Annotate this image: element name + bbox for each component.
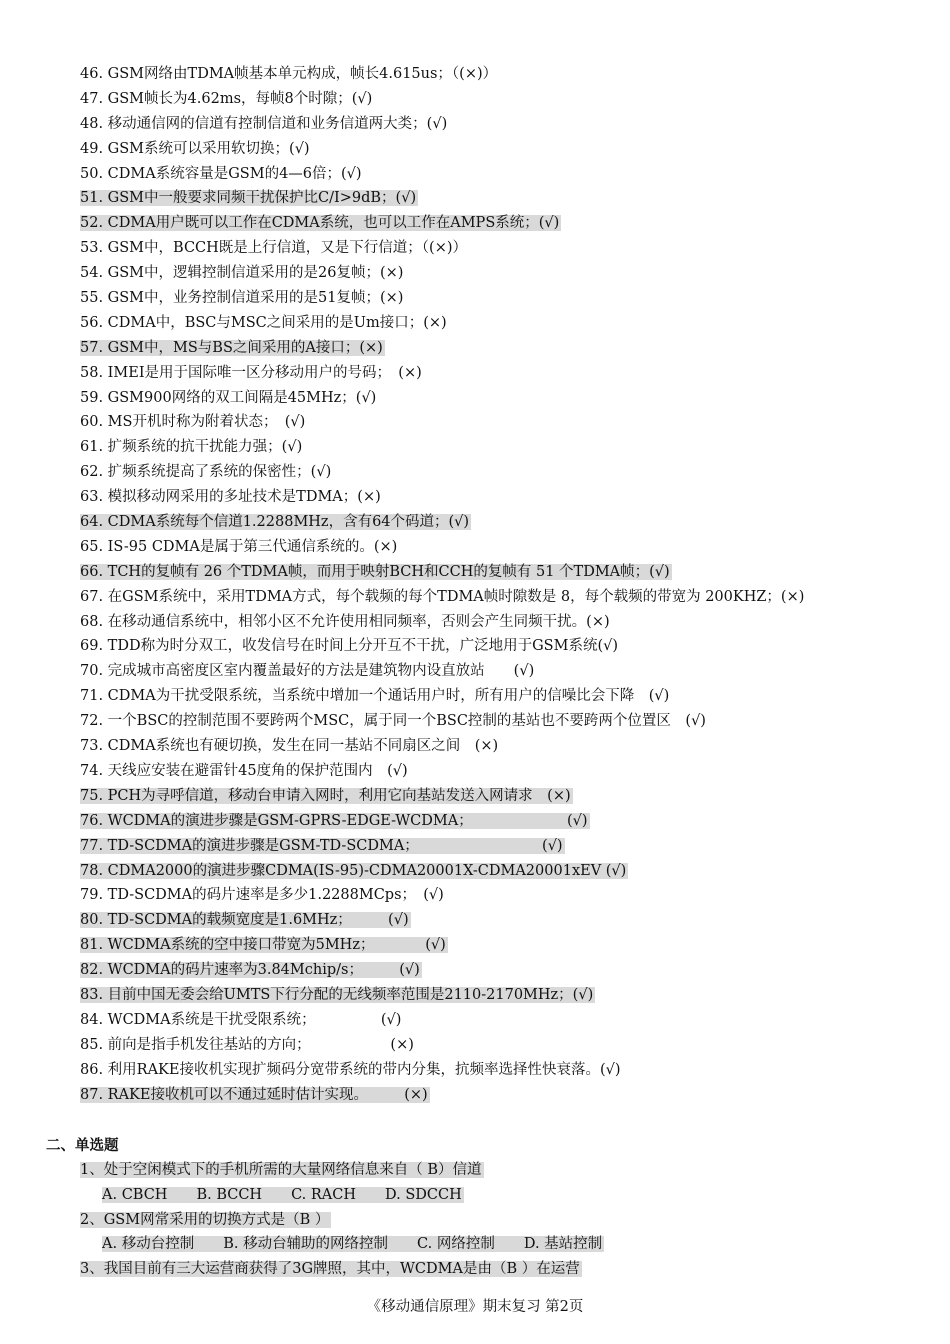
question-line [80,709,930,734]
question-text: 76. WCDMA的演进步骤是GSM-GPRS-EDGE-WCDMA； (√) [80,812,588,829]
question-text: 78. CDMA2000的演进步骤CDMA(IS-95)-CDMA20001X-CDMA20001xEV (√) [80,862,627,879]
question-line [80,734,930,759]
question-text: 46. GSM网络由TDMA帧基本单元构成，帧长4.615us；（(×)） [80,66,498,82]
question-text: 73. CDMA系统也有硬切换，发生在同一基站不同扇区之间 (×) [80,738,499,755]
question-text: 48. 移动通信网的信道有控制信道和业务信道两大类；(√) [80,115,448,132]
question-text: 86. 利用RAKE接收机实现扩频码分宽带系统的带内分集，抗频率选择性快衰落。(√) [80,1061,621,1078]
question-line [80,759,930,784]
question-text: 63. 模拟移动网采用的多址技术是TDMA；(×) [80,489,381,506]
question-text: 60. MS开机时称为附着状态； (√) [80,414,306,431]
question-text: 77. TD-SCDMA的演进步骤是GSM-TD-SCDMA； (√) [80,837,563,854]
question-line [80,137,930,162]
question-line [80,211,930,236]
question-line [80,883,930,908]
question-line [80,933,930,958]
options-text: A. CBCH B. BCCH C. RACH D. SDCCH [102,1186,462,1203]
question-text: 2、GSM网常采用的切换方式是（B ） [80,1211,330,1228]
question-line [80,87,930,112]
question-text: 68. 在移动通信系统中，相邻小区不允许使用相同频率，否则会产生同频干扰。(×) [80,613,610,630]
question-text: 49. GSM系统可以采用软切换；(√) [80,140,310,157]
question-text: 54. GSM中，逻辑控制信道采用的是26复帧；(×) [80,265,404,282]
question-line [80,1033,930,1058]
single-choice-list [80,1158,930,1282]
question-line [80,1257,930,1282]
question-line [80,1083,930,1108]
question-text: 74. 天线应安装在避雷针45度角的保护范围内 (√) [80,762,408,779]
question-line [80,1058,930,1083]
true-false-list [80,62,930,1107]
question-line [80,560,930,585]
options-text: A. 移动台控制 B. 移动台辅助的网络控制 C. 网络控制 D. 基站控制 [102,1236,603,1253]
question-line [80,286,930,311]
question-text: 66. TCH的复帧有 26 个TDMA帧，而用于映射BCH和CCH的复帧有 51 个TDMA帧；(√) [80,563,670,580]
question-line [80,834,930,859]
question-text: 50. CDMA系统容量是GSM的4—6倍；(√) [80,165,362,182]
question-line [80,186,930,211]
question-text: 55. GSM中，业务控制信道采用的是51复帧；(×) [80,290,404,307]
question-line [80,859,930,884]
question-line [80,410,930,435]
question-line [80,585,930,610]
question-text: 82. WCDMA的码片速率为3.84Mchip/s； (√) [80,962,420,979]
section-title: 二、单选题 [46,1138,119,1154]
question-line [80,634,930,659]
question-text: 61. 扩频系统的抗干扰能力强；(√) [80,439,303,456]
question-text: 64. CDMA系统每个信道1.2288MHz，含有64个码道；(√) [80,514,470,531]
question-line [80,659,930,684]
question-line [80,684,930,709]
options-line [80,1232,930,1257]
question-line [80,809,930,834]
question-text: 80. TD-SCDMA的载频宽度是1.6MHz； (√) [80,912,409,929]
question-text: 62. 扩频系统提高了系统的保密性；(√) [80,464,332,481]
question-text: 87. RAKE接收机可以不通过延时估计实现。 (×) [80,1086,428,1103]
question-line [80,236,930,261]
question-text: 81. WCDMA系统的空中接口带宽为5MHz； (√) [80,937,446,954]
question-line [80,958,930,983]
question-text: 51. GSM中一般要求同频干扰保护比C/I>9dB；(√) [80,190,417,207]
question-text: 59. GSM900网络的双工间隔是45MHz；(√) [80,389,377,406]
question-text: 72. 一个BSC的控制范围不要跨两个MSC，属于同一个BSC控制的基站也不要跨两个位置区 (√) [80,713,706,730]
question-line [80,784,930,809]
question-text: 84. WCDMA系统是干扰受限系统； (√) [80,1011,402,1028]
question-line [80,1158,930,1183]
question-text: 69. TDD称为时分双工，收发信号在时间上分开互不干扰，广泛地用于GSM系统(√) [80,638,619,655]
question-line [80,460,930,485]
question-line [80,112,930,137]
question-text: 79. TD-SCDMA的码片速率是多少1.2288MCps； (√) [80,887,444,904]
question-line [80,485,930,510]
question-text: 65. IS-95 CDMA是属于第三代通信系统的。(×) [80,538,398,555]
question-text: 56. CDMA中，BSC与MSC之间采用的是Um接口；(×) [80,314,447,331]
question-text: 3、我国目前有三大运营商获得了3G牌照，其中，WCDMA是由（B ）在运营 [80,1261,580,1278]
question-line [80,62,930,87]
question-line [80,535,930,560]
question-text: 70. 完成城市高密度区室内覆盖最好的方法是建筑物内设直放站 (√) [80,663,535,680]
question-line [80,1008,930,1033]
question-text: 57. GSM中，MS与BS之间采用的A接口；(×) [80,339,383,356]
question-line [80,311,930,336]
question-text: 75. PCH为寻呼信道，移动台申请入网时，利用它向基站发送入网请求 (×) [80,787,571,804]
question-text: 47. GSM帧长为4.62ms，每帧8个时隙；(√) [80,90,373,107]
page-footer: 《移动通信原理》期末复习 第2页 [366,1299,584,1315]
question-line [80,908,930,933]
question-line [80,1208,930,1233]
question-line [80,983,930,1008]
question-line [80,386,930,411]
question-text: 67. 在GSM系统中，采用TDMA方式，每个载频的每个TDMA帧时隙数是 8，每个载频的带宽为 200KHZ；(×) [80,588,805,605]
question-line [80,361,930,386]
question-line [80,610,930,635]
question-line [80,261,930,286]
question-text: 53. GSM中，BCCH既是上行信道，又是下行信道；（(×)） [80,240,468,257]
question-text: 83. 目前中国无委会给UMTS下行分配的无线频率范围是2110-2170MHz；(√) [80,986,594,1003]
options-line [80,1183,930,1208]
question-text: 58. IMEI是用于国际唯一区分移动用户的号码； (×) [80,364,422,381]
question-text: 85. 前向是指手机发往基站的方向； (×) [80,1036,414,1053]
question-line [80,336,930,361]
question-line [80,162,930,187]
question-line [80,435,930,460]
question-text: 1、处于空闲模式下的手机所需的大量网络信息来自（ B）信道 [80,1162,482,1178]
question-text: 71. CDMA为干扰受限系统，当系统中增加一个通话用户时，所有用户的信噪比会下降 (√) [80,688,670,705]
question-text: 52. CDMA用户既可以工作在CDMA系统，也可以工作在AMPS系统；(√) [80,215,560,232]
question-line [80,510,930,535]
